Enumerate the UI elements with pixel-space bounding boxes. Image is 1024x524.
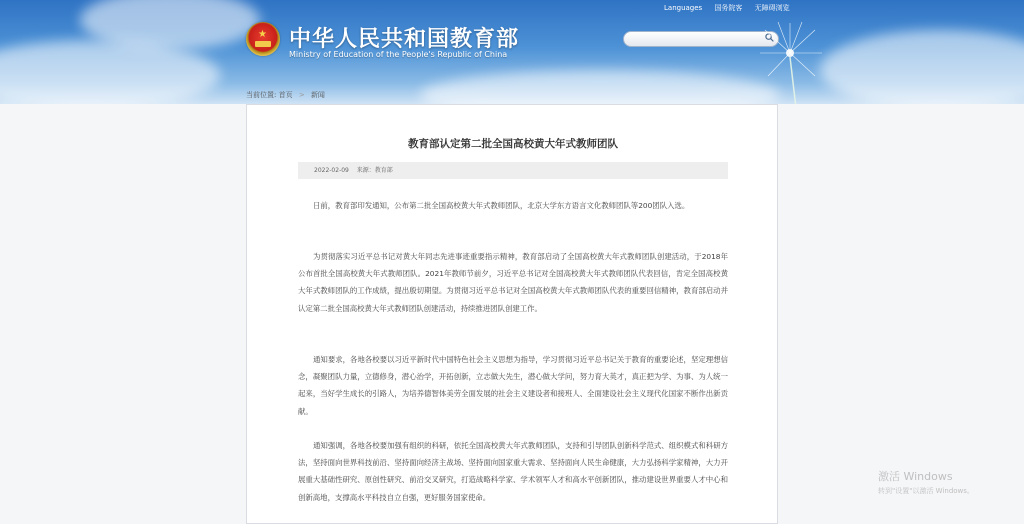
windows-activation-watermark (878, 468, 974, 496)
breadcrumb-home-link[interactable]: 首页 (278, 91, 293, 99)
cloud-decoration (0, 40, 220, 104)
watermark-line-1: 激活 Windows (878, 470, 953, 483)
article-meta (298, 162, 728, 179)
breadcrumb-current-link[interactable]: 新闻 (310, 91, 325, 99)
article-paragraph: 通知强调，各地各校要加强有组织的科研，依托全国高校黄大年式教师团队，支持和引导团队创新科学范式、组织模式和科研方法，坚持面向世界科技前沿、坚持面向经济主战场、坚持面向国家重大需求、坚持面向人民生命健康，大力弘扬科学家精神，大力开展重大基础性研究、原创性研究、前沿交叉研究，打造战略科学家、学术领军人才和高水平创新团队，推动建设世界重要人才中心和创新高地，支撑高水平科技自立自强，更好服务国家使命。 (298, 441, 728, 502)
breadcrumb-separator-icon: > (298, 91, 305, 99)
languages-link[interactable]: Languages (664, 4, 703, 12)
breadcrumb-prefix: 当前位置: (246, 91, 277, 99)
dandelion-decoration-icon (760, 18, 830, 104)
gov-link[interactable]: 国务院客 (714, 4, 743, 12)
article-paragraph: 通知要求，各地各校要以习近平新时代中国特色社会主义思想为指导，学习贯彻习近平总书记关于教育的重要论述，坚定理想信念，凝聚团队力量，立德修身，潜心治学，开拓创新，立志做大先生，潜心做大学问，努力育大英才，真正把为学、为事、为人统一起来，当好学生成长的引路人，为培养德智体美劳全面发展的社会主义建设者和接班人、全面建设社会主义现代化国家不断作出新贡献。 (298, 355, 728, 416)
accessibility-link[interactable]: 无障碍浏览 (754, 4, 790, 12)
article-source: 来源：教育部 (356, 167, 393, 174)
top-links (664, 3, 800, 13)
article-paragraph: 为贯彻落实习近平总书记对黄大年同志先进事迹重要指示精神，教育部启动了全国高校黄大年式教师团队创建活动，于2018年公布首批全国高校黄大年式教师团队。2021年教师节前夕，习近平总书记对全国高校黄大年式教师团队代表回信，肯定全国高校黄大年式教师团队的工作成绩，提出殷切期望。为贯彻习近平总书记对全国高校黄大年式教师团队代表的重要回信精神，教育部启动并认定第二批全国高校黄大年式教师团队创建活动，持续推进团队创建工作。 (298, 252, 728, 313)
search-input[interactable] (630, 38, 764, 52)
search-box[interactable] (623, 31, 779, 47)
cloud-decoration (820, 30, 1024, 104)
article-container (246, 104, 778, 524)
watermark-line-2: 转到"设置"以激活 Windows。 (878, 487, 974, 495)
article-date: 2022-02-09 (314, 167, 349, 174)
site-subtitle: Ministry of Education of the People's Republic of China (289, 50, 508, 59)
article-title: 教育部认定第二批全国高校黄大年式教师团队 (408, 138, 618, 150)
site-header (0, 0, 1024, 104)
cloud-decoration (420, 70, 780, 104)
article-paragraph: 日前，教育部印发通知，公布第二批全国高校黄大年式教师团队，北京大学东方语言文化教师团队等200团队入选。 (313, 201, 690, 210)
site-title[interactable]: 中华人民共和国教育部 (289, 27, 520, 52)
breadcrumb (246, 90, 325, 100)
national-emblem-icon[interactable]: ★ (246, 22, 280, 56)
